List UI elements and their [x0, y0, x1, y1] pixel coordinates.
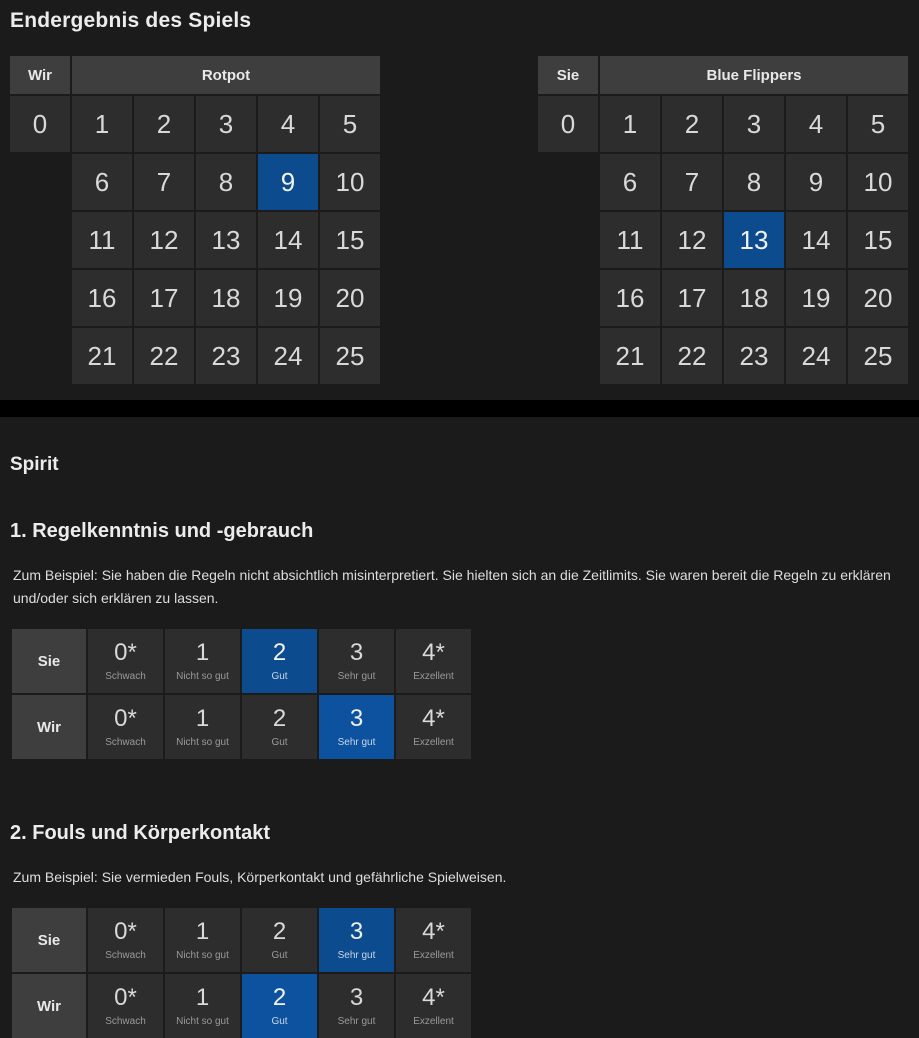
score-cell-sie-7[interactable]: 7 — [662, 154, 722, 210]
spirit-category-1 — [0, 519, 919, 759]
score-cell-wir-11[interactable]: 11 — [72, 212, 132, 268]
score-grid-header — [538, 56, 908, 94]
score-cell-sie-19[interactable]: 19 — [786, 270, 846, 326]
score-grid-row — [72, 328, 380, 384]
spirit-option-nicht-so-gut[interactable] — [165, 629, 240, 693]
spirit-option-schwach[interactable] — [88, 908, 163, 972]
score-cell-sie-24[interactable]: 24 — [786, 328, 846, 384]
option-value: 0* — [114, 638, 137, 666]
option-label: Nicht so gut — [176, 670, 229, 682]
option-value: 3 — [349, 917, 364, 945]
spirit-row-wir — [12, 695, 919, 759]
option-value: 1 — [195, 917, 210, 945]
page-title: Endergebnis des Spiels — [10, 9, 252, 32]
final-score-section — [10, 56, 908, 386]
spirit-category-example: Zum Beispiel: Sie vermieden Fouls, Körperkontakt und gefährliche Spielweisen. — [13, 869, 507, 885]
option-label: Exzellent — [413, 949, 454, 961]
spirit-row-label: Wir — [12, 974, 86, 1038]
option-label: Gut — [271, 949, 288, 961]
role-label-wir: Wir — [10, 56, 70, 94]
option-value: 2 — [272, 638, 287, 666]
score-cell-sie-13[interactable]: 13 — [724, 212, 784, 268]
score-cell-wir-10[interactable]: 10 — [320, 154, 380, 210]
spirit-option-schwach[interactable] — [88, 974, 163, 1038]
score-cell-sie-14[interactable]: 14 — [786, 212, 846, 268]
option-label: Nicht so gut — [176, 949, 229, 961]
option-value: 4* — [422, 983, 445, 1011]
score-cell-sie-22[interactable]: 22 — [662, 328, 722, 384]
spirit-option-gut[interactable] — [242, 629, 317, 693]
score-cell-sie-12[interactable]: 12 — [662, 212, 722, 268]
option-value: 0* — [114, 917, 137, 945]
option-value: 4* — [422, 917, 445, 945]
option-label: Sehr gut — [337, 1015, 376, 1027]
score-cell-wir-4[interactable]: 4 — [258, 96, 318, 152]
score-cell-wir-12[interactable]: 12 — [134, 212, 194, 268]
score-grid-row — [600, 270, 908, 326]
score-cell-sie-4[interactable]: 4 — [786, 96, 846, 152]
score-cell-wir-15[interactable]: 15 — [320, 212, 380, 268]
option-value: 3 — [349, 704, 364, 732]
spirit-heading: Spirit — [10, 454, 59, 475]
score-cell-wir-1[interactable]: 1 — [72, 96, 132, 152]
spirit-row-sie — [12, 629, 919, 693]
score-cell-wir-16[interactable]: 16 — [72, 270, 132, 326]
spirit-option-exzellent[interactable] — [396, 908, 471, 972]
option-label: Gut — [271, 736, 288, 748]
score-grid-row — [72, 270, 380, 326]
option-label: Schwach — [105, 736, 146, 748]
team-name-wir: Rotpot — [72, 56, 380, 94]
option-value: 1 — [195, 704, 210, 732]
spirit-row-label: Sie — [12, 908, 86, 972]
score-grid-wir — [10, 56, 380, 386]
option-value: 1 — [195, 638, 210, 666]
role-label-sie: Sie — [538, 56, 598, 94]
score-cell-sie-9[interactable]: 9 — [786, 154, 846, 210]
score-cell-sie-10[interactable]: 10 — [848, 154, 908, 210]
score-grid-row — [600, 328, 908, 384]
spirit-rating-table — [12, 908, 919, 1038]
option-label: Exzellent — [413, 670, 454, 682]
score-grid-header — [10, 56, 380, 94]
score-cell-wir-13[interactable]: 13 — [196, 212, 256, 268]
score-cell-wir-14[interactable]: 14 — [258, 212, 318, 268]
score-cell-sie-8[interactable]: 8 — [724, 154, 784, 210]
score-cell-wir-9[interactable]: 9 — [258, 154, 318, 210]
option-value: 0* — [114, 983, 137, 1011]
option-label: Exzellent — [413, 1015, 454, 1027]
spirit-rating-table — [12, 629, 919, 759]
spirit-option-exzellent[interactable] — [396, 629, 471, 693]
score-cell-wir-23[interactable]: 23 — [196, 328, 256, 384]
score-cell-sie-3[interactable]: 3 — [724, 96, 784, 152]
score-cell-sie-21[interactable]: 21 — [600, 328, 660, 384]
option-label: Schwach — [105, 1015, 146, 1027]
option-value: 0* — [114, 704, 137, 732]
score-cell-sie-18[interactable]: 18 — [724, 270, 784, 326]
spirit-option-gut[interactable] — [242, 695, 317, 759]
option-value: 2 — [272, 917, 287, 945]
score-grid-row — [600, 154, 908, 210]
spirit-option-schwach[interactable] — [88, 695, 163, 759]
option-value: 1 — [195, 983, 210, 1011]
score-cell-wir-3[interactable]: 3 — [196, 96, 256, 152]
score-cell-wir-2[interactable]: 2 — [134, 96, 194, 152]
spirit-option-gut[interactable] — [242, 974, 317, 1038]
score-cell-sie-2[interactable]: 2 — [662, 96, 722, 152]
option-value: 2 — [272, 983, 287, 1011]
score-cell-sie-15[interactable]: 15 — [848, 212, 908, 268]
spirit-category-heading: 1. Regelkenntnis und -gebrauch — [10, 520, 314, 542]
score-cell-wir-0[interactable]: 0 — [10, 96, 70, 152]
score-grid-row — [538, 96, 908, 152]
spirit-option-sehr-gut[interactable] — [319, 974, 394, 1038]
score-cell-wir-17[interactable]: 17 — [134, 270, 194, 326]
spirit-score-page — [0, 8, 919, 1038]
score-cell-sie-17[interactable]: 17 — [662, 270, 722, 326]
score-cell-sie-5[interactable]: 5 — [848, 96, 908, 152]
score-cell-sie-23[interactable]: 23 — [724, 328, 784, 384]
score-cell-sie-6[interactable]: 6 — [600, 154, 660, 210]
option-label: Schwach — [105, 949, 146, 961]
option-value: 4* — [422, 704, 445, 732]
spirit-option-exzellent[interactable] — [396, 695, 471, 759]
score-grid-row — [600, 212, 908, 268]
option-value: 4* — [422, 638, 445, 666]
option-label: Sehr gut — [337, 949, 376, 961]
spirit-option-exzellent[interactable] — [396, 974, 471, 1038]
option-value: 3 — [349, 983, 364, 1011]
score-cell-wir-20[interactable]: 20 — [320, 270, 380, 326]
spirit-row-label: Sie — [12, 629, 86, 693]
option-value: 2 — [272, 704, 287, 732]
section-divider — [0, 400, 919, 417]
spirit-category-heading: 2. Fouls und Körperkontakt — [10, 822, 271, 844]
spirit-option-nicht-so-gut[interactable] — [165, 974, 240, 1038]
option-label: Exzellent — [413, 736, 454, 748]
spirit-option-nicht-so-gut[interactable] — [165, 908, 240, 972]
score-cell-sie-11[interactable]: 11 — [600, 212, 660, 268]
score-cell-sie-25[interactable]: 25 — [848, 328, 908, 384]
spirit-row-wir — [12, 974, 919, 1038]
team-name-sie: Blue Flippers — [600, 56, 908, 94]
score-grid-row — [72, 212, 380, 268]
option-label: Nicht so gut — [176, 1015, 229, 1027]
score-grid-sie — [538, 56, 908, 386]
option-label: Sehr gut — [337, 736, 376, 748]
score-cell-wir-21[interactable]: 21 — [72, 328, 132, 384]
score-cell-sie-20[interactable]: 20 — [848, 270, 908, 326]
score-cell-wir-18[interactable]: 18 — [196, 270, 256, 326]
score-cell-wir-7[interactable]: 7 — [134, 154, 194, 210]
score-cell-wir-19[interactable]: 19 — [258, 270, 318, 326]
spirit-option-nicht-so-gut[interactable] — [165, 695, 240, 759]
spirit-option-sehr-gut[interactable] — [319, 695, 394, 759]
score-cell-wir-6[interactable]: 6 — [72, 154, 132, 210]
spirit-option-gut[interactable] — [242, 908, 317, 972]
spirit-category-example: Zum Beispiel: Sie haben die Regeln nicht absichtlich misinterpretiert. Sie hielten sich an die Zeitlimits. Sie waren bereit die Regeln zu erklären und/oder sich erklären zu lassen. — [13, 567, 891, 606]
spirit-categories — [0, 519, 919, 1038]
score-cell-sie-1[interactable]: 1 — [600, 96, 660, 152]
spirit-row-label: Wir — [12, 695, 86, 759]
spirit-category-2 — [0, 821, 919, 1038]
score-cell-wir-25[interactable]: 25 — [320, 328, 380, 384]
option-value: 3 — [349, 638, 364, 666]
score-grid-row — [72, 154, 380, 210]
score-cell-wir-8[interactable]: 8 — [196, 154, 256, 210]
option-label: Gut — [271, 670, 288, 682]
score-cell-wir-22[interactable]: 22 — [134, 328, 194, 384]
score-cell-sie-16[interactable]: 16 — [600, 270, 660, 326]
spirit-option-sehr-gut[interactable] — [319, 908, 394, 972]
option-label: Nicht so gut — [176, 736, 229, 748]
spirit-option-schwach[interactable] — [88, 629, 163, 693]
score-cell-wir-24[interactable]: 24 — [258, 328, 318, 384]
option-label: Gut — [271, 1015, 288, 1027]
score-cell-sie-0[interactable]: 0 — [538, 96, 598, 152]
score-cell-wir-5[interactable]: 5 — [320, 96, 380, 152]
spirit-option-sehr-gut[interactable] — [319, 629, 394, 693]
option-label: Schwach — [105, 670, 146, 682]
score-grid-row — [10, 96, 380, 152]
option-label: Sehr gut — [337, 670, 376, 682]
spirit-row-sie — [12, 908, 919, 972]
